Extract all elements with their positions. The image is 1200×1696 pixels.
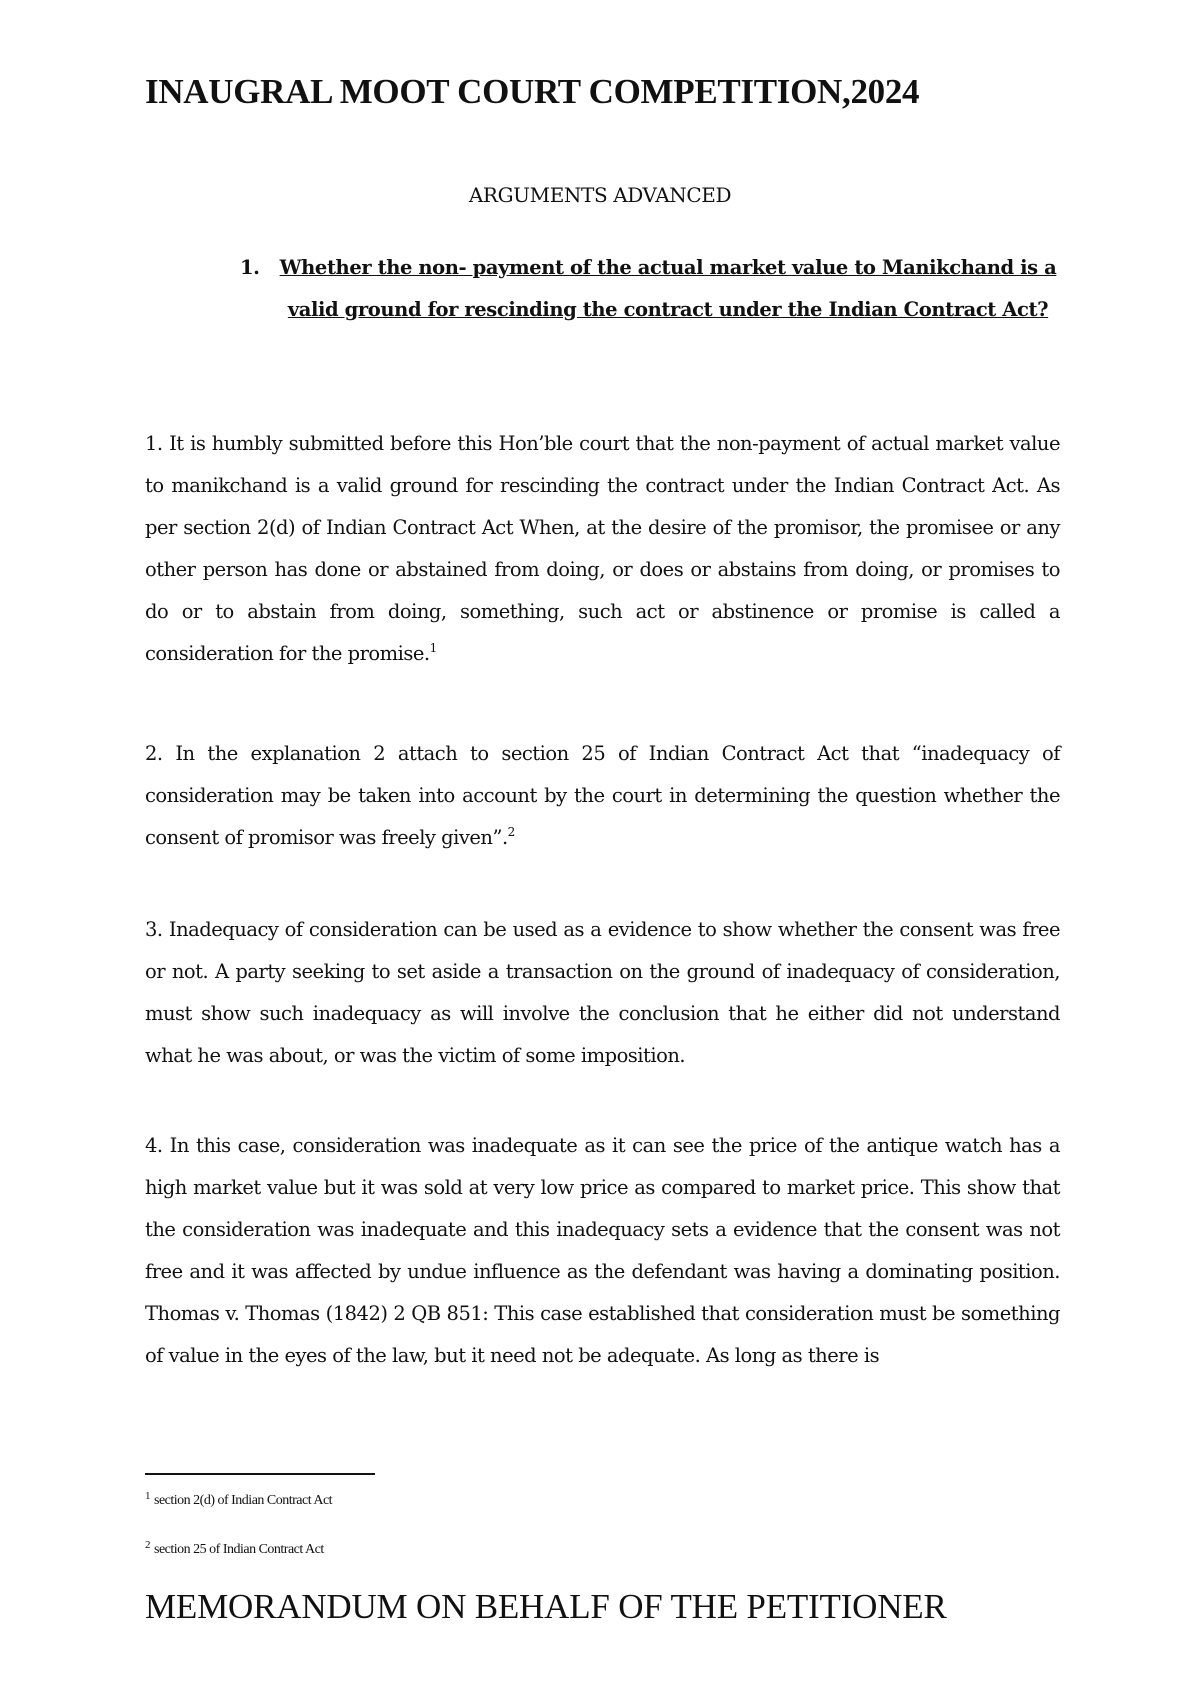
paragraph-text: 1. It is humbly submitted before this Hon’ble court that the non-payment of actual market value to manikchand is a valid ground for rescinding the contract under the Indian Contract Act. As per section 2(d) of Indian Contract Act When, at the desire of the promisor, the promisee or any other person has done or abstained from doing, or does or abstains from doing, or promises to do or to abstain from doing, something, such act or abstinence or promise is called a consideration for the promise. xyxy=(145,432,1060,665)
document-title: INAUGRAL MOOT COURT COMPETITION,2024 xyxy=(145,72,920,111)
argument-paragraph xyxy=(145,909,1060,1077)
footnote xyxy=(145,1490,332,1509)
argument-paragraph xyxy=(145,733,1060,859)
argument-paragraph xyxy=(145,1125,1060,1377)
paragraph-text: 3. Inadequacy of consideration can be used as a evidence to show whether the consent was free or not. A party seeking to set aside a transaction on the ground of inadequacy of consideration, must show such inadequacy as will involve the conclusion that he either did not understand what he was about, or was the victim of some imposition. xyxy=(145,918,1060,1067)
page-footer: MEMORANDUM ON BEHALF OF THE PETITIONER xyxy=(145,1587,947,1626)
argument-paragraph xyxy=(145,423,1060,675)
issue-question xyxy=(240,247,1060,331)
paragraph-text: 4. In this case, consideration was inadequate as it can see the price of the antique watch has a high market value but it was sold at very low price as compared to market price. This show that the consideration was inadequate and this inadequacy sets a evidence that the consent was not free and it was affected by undue influence as the defendant was having a dominating position. Thomas v. Thomas (1842) 2 QB 851: This case established that consideration must be something of value in the eyes of the law, but it need not be adequate. As long as there is xyxy=(145,1134,1060,1367)
footnote-number: 1 xyxy=(145,1490,150,1502)
issue-number: 1. xyxy=(240,256,260,279)
footnote-separator xyxy=(145,1473,375,1475)
section-heading: ARGUMENTS ADVANCED xyxy=(468,183,732,207)
paragraph-text: 2. In the explanation 2 attach to section 25 of Indian Contract Act that “inadequacy of consideration may be taken into account by the court in determining the question whether the consent of promisor was freely given”. xyxy=(145,742,1060,849)
footnote-reference: 2 xyxy=(507,825,515,839)
footnote-text: section 2(d) of Indian Contract Act xyxy=(154,1493,333,1508)
footnote-number: 2 xyxy=(145,1539,150,1551)
issue-text: Whether the non- payment of the actual market value to Manikchand is a valid ground for rescinding the contract under the Indian Contract Act? xyxy=(279,256,1057,321)
footnote-text: section 25 of Indian Contract Act xyxy=(154,1542,324,1557)
footnote-reference: 1 xyxy=(429,641,437,655)
footnote xyxy=(145,1539,324,1558)
